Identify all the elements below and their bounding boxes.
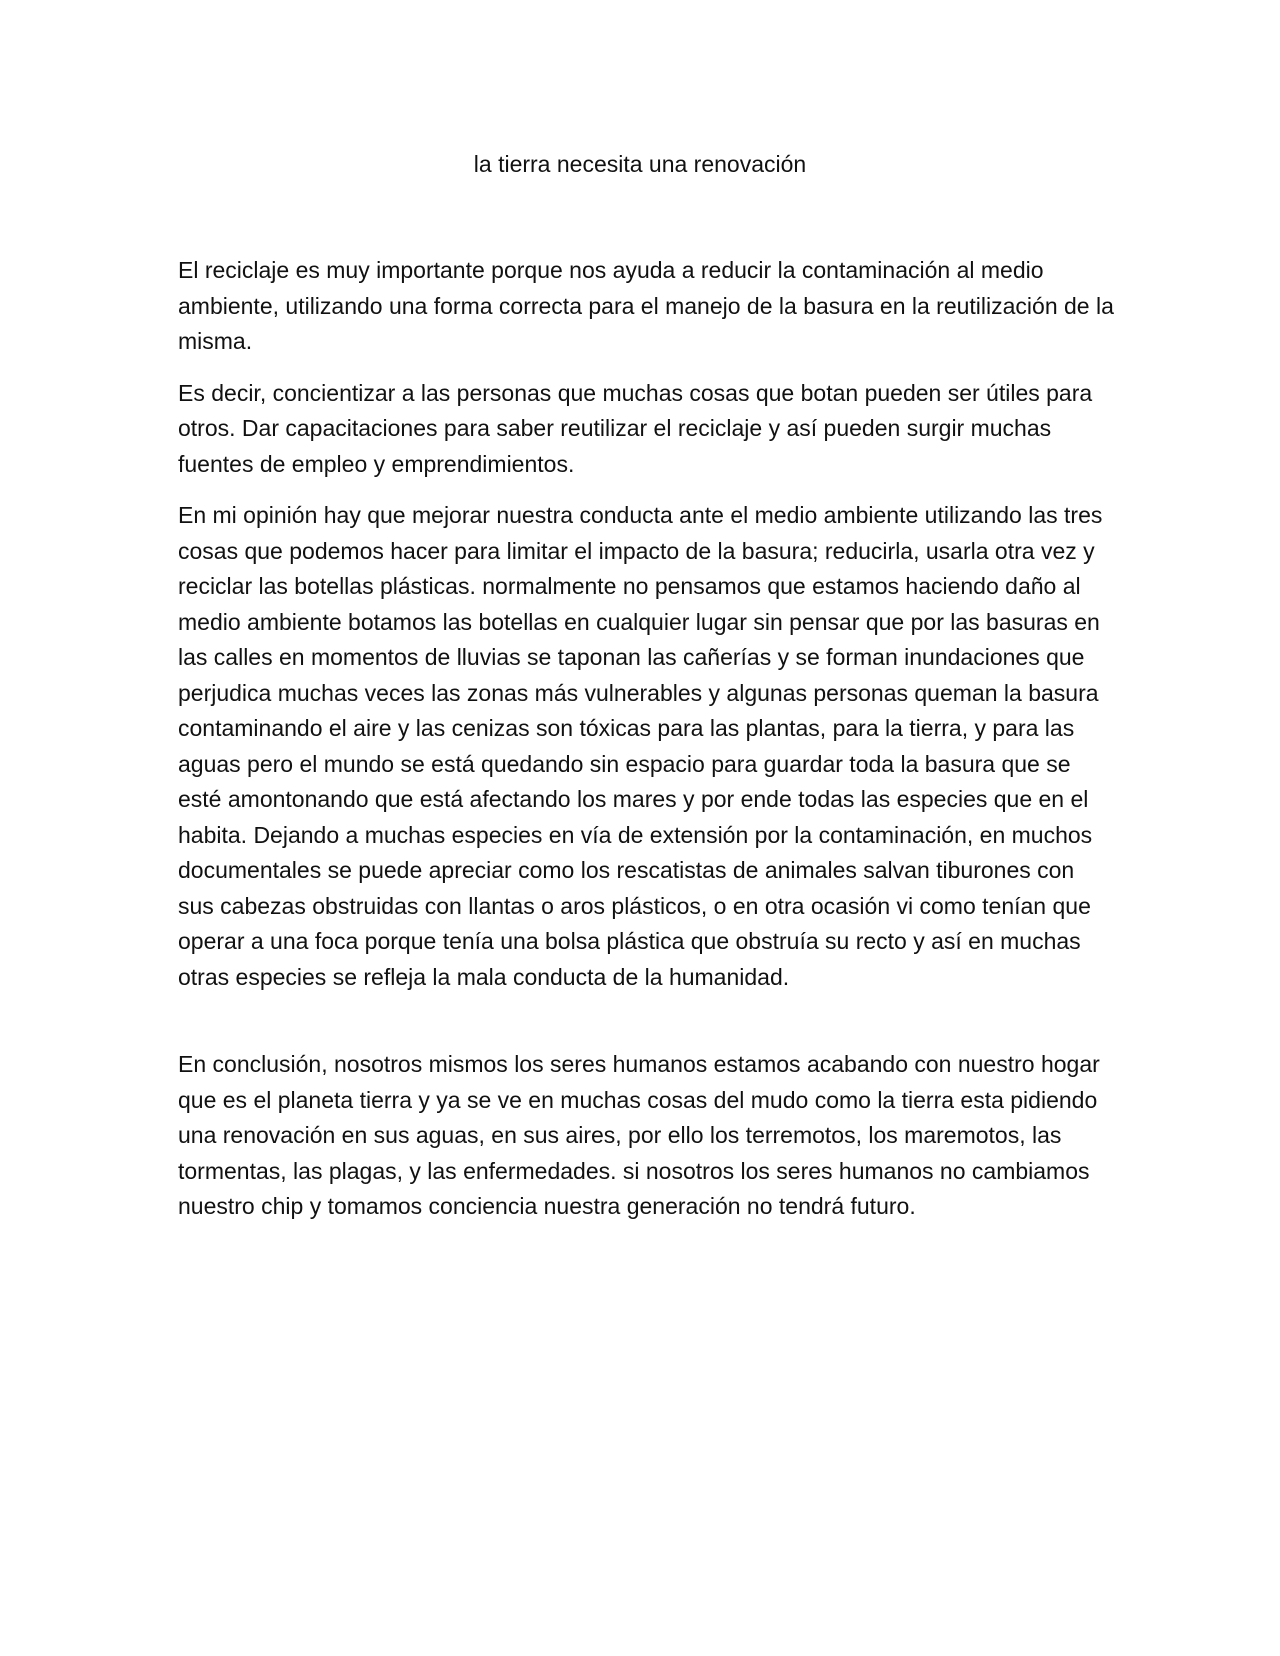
document-title: la tierra necesita una renovación <box>473 151 807 177</box>
paragraph-conclusion: En conclusión, nosotros mismos los seres humanos estamos acabando con nuestro hogar que es el planeta tierra y ya se ve en muchas cosas del mudo como la tierra esta pidiendo una renovación en sus aguas, en sus aires, por ello los terremotos, los maremotos, las tormentas, las plagas, y las enfermedades. si nosotros los seres humanos no cambiamos nuestro chip y tomamos conciencia nuestra generación no tendrá futuro. <box>178 1051 1100 1219</box>
paragraph-1: El reciclaje es muy importante porque nos ayuda a reducir la contaminación al medio ambiente, utilizando una forma correcta para el manejo de la basura en la reutilización de la misma. <box>178 257 1114 354</box>
document-body <box>178 253 1114 1241</box>
paragraph-3: En mi opinión hay que mejorar nuestra conducta ante el medio ambiente utilizando las tres cosas que podemos hacer para limitar el impacto de la basura; reducirla, usarla otra vez y reciclar las botellas plásticas. normalmente no pensamos que estamos haciendo daño al medio ambiente botamos las botellas en cualquier lugar sin pensar que por las basuras en las calles en momentos de lluvias se taponan las cañerías y se forman inundaciones que perjudica muchas veces las zonas más vulnerables y algunas personas queman la basura contaminando el aire y las cenizas son tóxicas para las plantas, para la tierra, y para las aguas pero el mundo se está quedando sin espacio para guardar toda la basura que se esté amontonando que está afectando los mares y por ende todas las especies que en el habita. Dejando a muchas especies en vía de extensión por la contaminación, en muchos documentales se puede apreciar como los rescatistas de animales salvan tiburones con sus cabezas obstruidas con llantas o aros plásticos, o en otra ocasión vi como tenían que operar a una foca porque tenía una bolsa plástica que obstruía su recto y así en muchas otras especies se refleja la mala conducta de la humanidad. <box>178 502 1103 990</box>
paragraph-2: Es decir, concientizar a las personas que muchas cosas que botan pueden ser útiles para otros. Dar capacitaciones para saber reutilizar el reciclaje y así pueden surgir muchas fuentes de empleo y emprendimientos. <box>178 379 1093 477</box>
